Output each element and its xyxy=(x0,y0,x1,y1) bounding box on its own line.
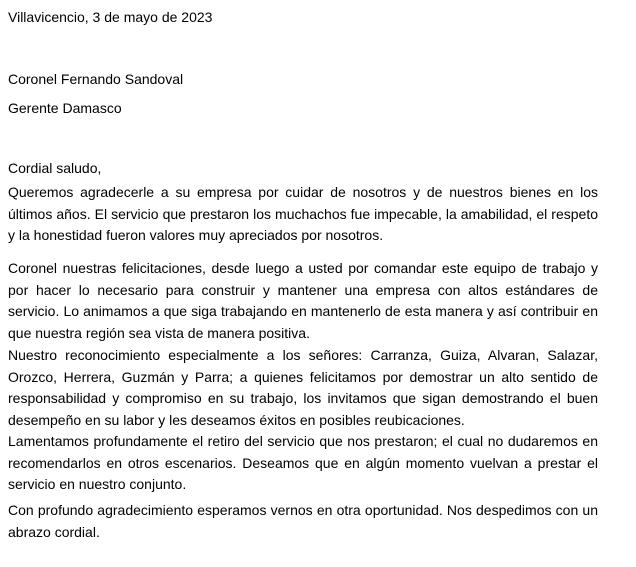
paragraph-gratitude: Queremos agradecerle a su empresa por cuidar de nosotros y de nuestros bienes en los últimos años. El servicio que prestaron los muchachos fue impecable, la amabilidad, el respeto y la honestidad fueron valores muy apreciados por nosotros. xyxy=(8,184,598,243)
paragraph-regret: Lamentamos profundamente el retiro del servicio que nos prestaron; el cual no dudaremos en recomendarlos en otros escenarios. Deseamos que en algún momento vuelvan a prestar el servicio en nuestro conjunto. xyxy=(8,433,598,492)
paragraph-congratulations: Coronel nuestras felicitaciones, desde luego a usted por comandar este equipo de trabajo y por hacer lo necesario para construir y mantener una empresa con altos estándares de servicio. Lo animamos a que siga trabajando en mantenerlo de esta manera y así contribuir en que nuestra región sea vista de manera positiva. xyxy=(8,260,598,341)
paragraph-recognition: Nuestro reconocimiento especialmente a los señores: Carranza, Guiza, Alvaran, Salazar, Orozco, Herrera, Guzmán y Parra; a quienes felicitamos por demostrar un alto sentido de responsabilidad y compromiso en su trabajo, los invitamos que sigan demostrando el buen desempeño en su labor y les deseamos éxitos en posibles reubicaciones. xyxy=(8,347,598,428)
recipient-role: Gerente Damasco xyxy=(8,100,122,116)
greeting: Cordial saludo, xyxy=(8,160,102,176)
date-line: Villavicencio, 3 de mayo de 2023 xyxy=(8,9,213,25)
paragraph-closing: Con profundo agradecimiento esperamos vernos en otra oportunidad. Nos despedimos con un abrazo cordial. xyxy=(8,502,598,540)
recipient-name: Coronel Fernando Sandoval xyxy=(8,71,184,87)
